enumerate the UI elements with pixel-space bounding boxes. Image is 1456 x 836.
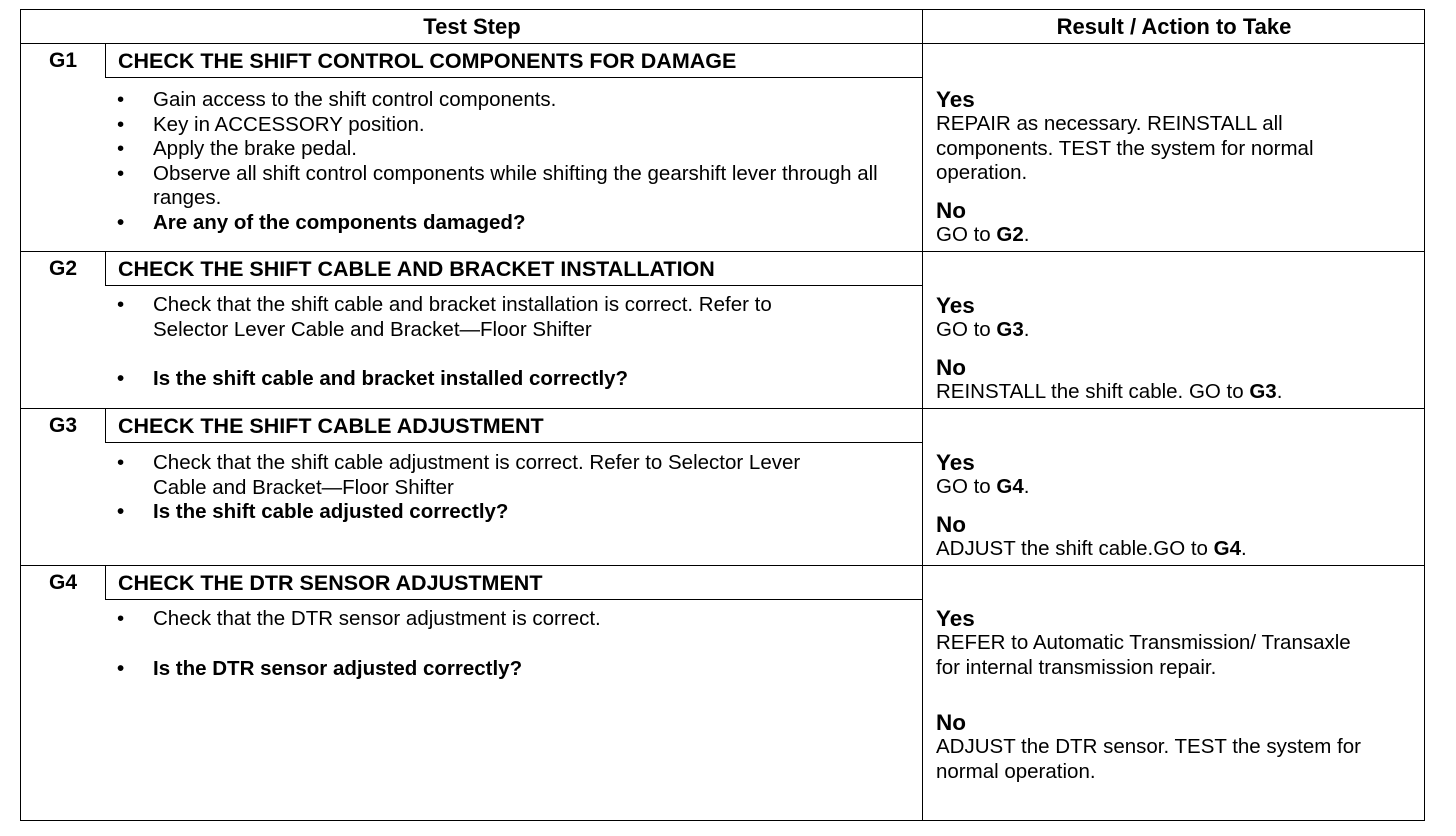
step-reference: G2	[996, 222, 1024, 246]
step-reference: G3	[1249, 379, 1277, 403]
instruction-item: • Apply the brake pedal.	[115, 137, 915, 162]
step-title: CHECK THE DTR SENSOR ADJUSTMENT	[118, 570, 543, 595]
instruction-item: • Check that the shift cable and bracket installation is correct. Refer to Selector Lever Cable and Bracket—Floor Shifter	[115, 293, 835, 342]
no-label: No	[936, 710, 966, 735]
result-block	[936, 293, 1396, 404]
no-label: No	[936, 354, 966, 380]
step-instructions	[115, 607, 875, 681]
no-label: No	[936, 511, 966, 537]
yes-label: Yes	[936, 606, 975, 631]
step-title: CHECK THE SHIFT CABLE AND BRACKET INSTALLATION	[118, 256, 715, 281]
step-id: G4	[48, 571, 77, 594]
yes-label: Yes	[936, 293, 975, 318]
instruction-item: • Observe all shift control components while shifting the gearshift lever through all ranges.	[115, 162, 883, 211]
step-instructions	[115, 88, 915, 235]
step-id-divider	[105, 251, 106, 285]
instruction-item: • Gain access to the shift control components.	[115, 88, 915, 113]
instruction-item: • Check that the DTR sensor adjustment is correct.	[115, 607, 875, 632]
column-header-result-action: Result / Action to Take	[1056, 13, 1292, 39]
step-title: CHECK THE SHIFT CONTROL COMPONENTS FOR DAMAGE	[118, 48, 737, 73]
step-id-divider	[105, 43, 106, 77]
step-reference: G3	[996, 318, 1024, 341]
step-instructions	[115, 293, 835, 392]
yes-label: Yes	[936, 87, 975, 112]
no-action: ADJUST the DTR sensor. TEST the system for normal operation.	[936, 735, 1361, 783]
instruction-question: • Is the DTR sensor adjusted correctly?	[115, 657, 875, 682]
instruction-question: • Are any of the components damaged?	[115, 211, 915, 236]
step-id: G2	[48, 257, 77, 280]
instruction-question: • Is the shift cable and bracket installed correctly?	[115, 367, 835, 392]
instruction-item: • Key in ACCESSORY position.	[115, 113, 915, 138]
result-block	[936, 450, 1396, 561]
yes-label: Yes	[936, 450, 975, 475]
column-header-test-step: Test Step	[423, 13, 521, 39]
step-id-divider	[105, 408, 106, 442]
step-reference: G4	[1213, 536, 1241, 560]
no-action: ADJUST the shift cable.GO to G4.	[936, 536, 1247, 560]
step-title: CHECK THE SHIFT CABLE ADJUSTMENT	[118, 413, 544, 438]
result-block	[936, 87, 1396, 247]
column-divider	[922, 10, 923, 820]
step-id: G1	[48, 49, 77, 72]
step-id-divider	[105, 565, 106, 599]
instruction-item: • Check that the shift cable adjustment is correct. Refer to Selector Lever Cable and Bracket—Floor Shifter	[115, 451, 835, 500]
step-instructions	[115, 451, 835, 525]
result-block	[936, 606, 1406, 784]
step-reference: G4	[996, 475, 1024, 498]
yes-action: REPAIR as necessary. REINSTALL all components. TEST the system for normal operation.	[936, 112, 1314, 184]
instruction-question: • Is the shift cable adjusted correctly?	[115, 500, 835, 525]
yes-action: GO to G3.	[936, 318, 1030, 341]
no-action: REINSTALL the shift cable. GO to G3.	[936, 379, 1283, 403]
yes-action: GO to G4.	[936, 475, 1030, 498]
step-id: G3	[48, 414, 77, 437]
yes-action: REFER to Automatic Transmission/ Transaxle for internal transmission repair.	[936, 631, 1351, 679]
no-label: No	[936, 197, 966, 223]
no-action: GO to G2.	[936, 222, 1030, 246]
diagnostic-table	[20, 9, 1425, 821]
